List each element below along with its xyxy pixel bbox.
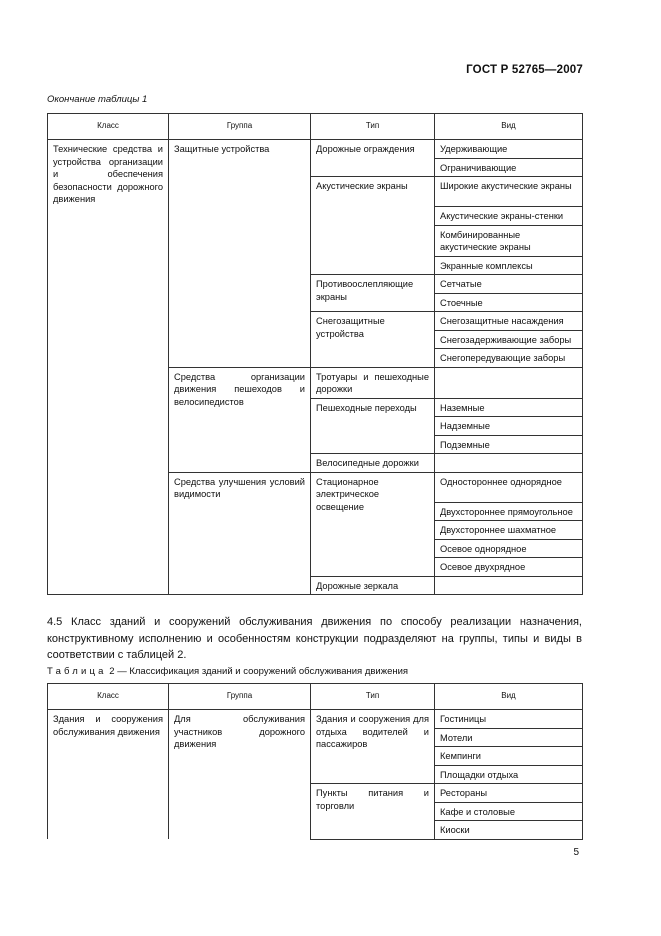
kind-cell: Киоски: [435, 821, 583, 840]
class-cell: Здания и сооружения обслуживания движения: [48, 710, 169, 840]
column-header: Вид: [435, 114, 583, 140]
page-number: 5: [573, 847, 579, 858]
type-cell: Противоослепляющие экраны: [311, 275, 435, 312]
table2-header: [48, 684, 583, 710]
type-cell: Тротуары и пешеходные дорожки: [311, 367, 435, 398]
type-cell: Стационарное электрическое освещение: [311, 472, 435, 576]
type-cell: Пешеходные переходы: [311, 398, 435, 454]
kind-cell: [435, 367, 583, 398]
table2-caption: [47, 666, 408, 677]
table1-header: [48, 114, 583, 140]
kind-cell: Экранные комплексы: [435, 256, 583, 275]
kind-cell: Двухстороннее прямоугольное: [435, 502, 583, 521]
kind-cell: Надземные: [435, 417, 583, 436]
kind-cell: Осевое однорядное: [435, 539, 583, 558]
kind-cell: Двухстороннее шахматное: [435, 521, 583, 540]
kind-cell: Площадки отдыха: [435, 765, 583, 784]
table2-caption-text: 2 — Классификация зданий и сооружений обслуживания движения: [109, 666, 409, 677]
group-cell: Защитные устройства: [169, 140, 311, 368]
table2-caption-label: Таблица: [47, 666, 107, 677]
kind-cell: Снегозащитные насаждения: [435, 312, 583, 331]
kind-cell: Мотели: [435, 728, 583, 747]
group-cell: Для обслуживания участников дорожного движения: [169, 710, 311, 840]
kind-cell: Кемпинги: [435, 747, 583, 766]
type-cell: Велосипедные дорожки: [311, 454, 435, 473]
kind-cell: Широкие акустические экраны: [435, 177, 583, 207]
kind-cell: Наземные: [435, 398, 583, 417]
group-cell: Средства организации движения пешеходов и велосипедистов: [169, 367, 311, 472]
kind-cell: [435, 576, 583, 595]
kind-cell: Осевое двухрядное: [435, 558, 583, 577]
column-header: Класс: [48, 114, 169, 140]
type-cell: Здания и сооружения для отдыха водителей и пассажиров: [311, 710, 435, 784]
type-cell: Пункты питания и торговли: [311, 784, 435, 840]
kind-cell: Кафе и столовые: [435, 802, 583, 821]
kind-cell: Ограничивающие: [435, 158, 583, 177]
kind-cell: Сетчатые: [435, 275, 583, 294]
kind-cell: Комбинированные акустические экраны: [435, 225, 583, 256]
kind-cell: Рестораны: [435, 784, 583, 803]
kind-cell: Подземные: [435, 435, 583, 454]
type-cell: Дорожные ограждения: [311, 140, 435, 177]
table-row: [48, 710, 583, 729]
type-cell: Дорожные зеркала: [311, 576, 435, 595]
group-cell: Средства улучшения условий видимости: [169, 472, 311, 595]
column-header: Тип: [311, 114, 435, 140]
column-header: Тип: [311, 684, 435, 710]
table2: [47, 683, 583, 840]
column-header: Вид: [435, 684, 583, 710]
table1-body: [48, 140, 583, 595]
table-row: [48, 140, 583, 159]
type-cell: Акустические экраны: [311, 177, 435, 275]
kind-cell: Стоечные: [435, 293, 583, 312]
kind-cell: Снегопередувающие заборы: [435, 349, 583, 368]
column-header: Класс: [48, 684, 169, 710]
class-cell: Технические средства и устройства организации и обеспечения безопасности дорожного движения: [48, 140, 169, 595]
kind-cell: Удерживающие: [435, 140, 583, 159]
kind-cell: Акустические экраны-стенки: [435, 207, 583, 226]
kind-cell: [435, 454, 583, 473]
table1: [47, 113, 583, 595]
column-header: Группа: [169, 684, 311, 710]
column-header: Группа: [169, 114, 311, 140]
table1-caption: Окончание таблицы 1: [47, 94, 148, 105]
type-cell: Снегозащитные устройства: [311, 312, 435, 368]
kind-cell: Одностороннее однорядное: [435, 472, 583, 502]
paragraph-4-5: 4.5 Класс зданий и сооружений обслуживания движения по способу реализации назначения, конструктивному исполнению и особенностям конструкции подразделяют на группы, типы и виды в соответствии с таблицей 2.: [47, 616, 582, 661]
kind-cell: Снегозадерживающие заборы: [435, 330, 583, 349]
kind-cell: Гостиницы: [435, 710, 583, 729]
table2-body: [48, 710, 583, 840]
standard-number: ГОСТ Р 52765—2007: [466, 64, 583, 76]
